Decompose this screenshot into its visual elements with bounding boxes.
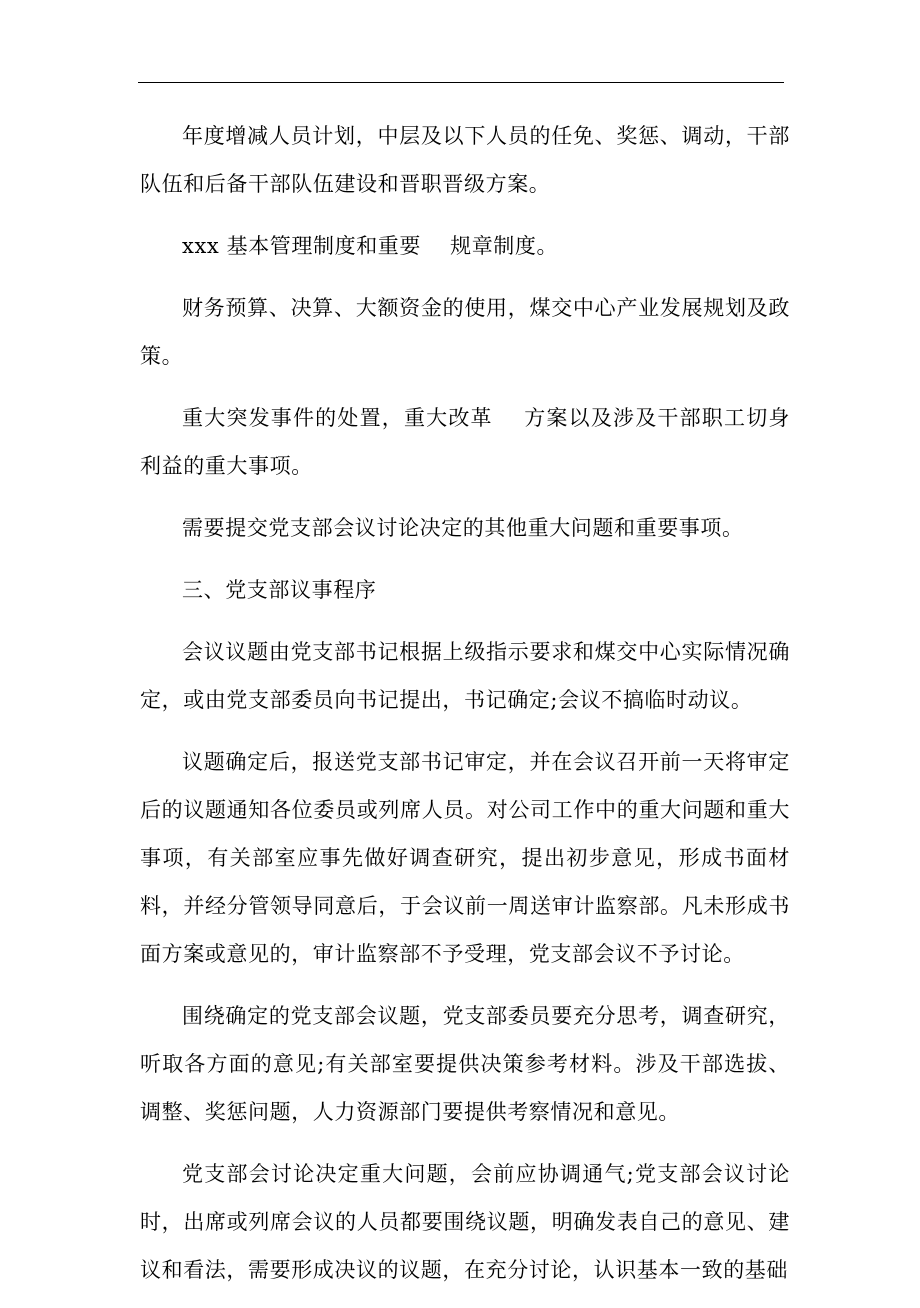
- paragraph-8: 议题确定后，报送党支部书记审定，并在会议召开前一天将审定后的议题通知各位委员或列席人员。对公司工作中的重大问题和重大事项，有关部室应事先做好调查研究，提出初步意见，形成书面材料，并经分管领导同意后，于会议前一周送审计监察部。凡未形成书面方案或意见的，审计监察部不予受理，党支部会议不予讨论。: [140, 750, 790, 966]
- header-rule: [138, 82, 784, 83]
- paragraph-3: 财务预算、决算、大额资金的使用，煤交中心产业发展规划及政策。: [140, 296, 790, 368]
- paragraph-1: 年度增减人员计划，中层及以下人员的任免、奖惩、调动，干部队伍和后备干部队伍建设和晋职晋级方案。: [140, 124, 790, 196]
- paragraph-7: 会议议题由党支部书记根据上级指示要求和煤交中心实际情况确定，或由党支部委员向书记提出，书记确定;会议不搞临时动议。: [140, 640, 790, 712]
- paragraph-4: 重大突发事件的处置，重大改革 方案以及涉及干部职工切身利益的重大事项。: [140, 406, 790, 478]
- section-heading: 三、党支部议事程序: [182, 578, 377, 602]
- paragraph-9: 围绕确定的党支部会议题，党支部委员要充分思考，调查研究，听取各方面的意见;有关部室要提供决策参考材料。涉及干部选拔、调整、奖惩问题，人力资源部门要提供考察情况和意见。: [140, 1004, 790, 1124]
- paragraph-2: xxx 基本管理制度和重要 规章制度。: [182, 234, 559, 258]
- paragraph-10: 党支部会讨论决定重大问题，会前应协调通气;党支部会议讨论时，出席或列席会议的人员都要围绕议题，明确发表自己的意见、建议和看法，需要形成决议的议题，在充分讨论，认识基本一致的基础: [140, 1162, 790, 1282]
- paragraph-5: 需要提交党支部会议讨论决定的其他重大问题和重要事项。: [182, 516, 744, 540]
- document-body: [140, 112, 790, 1308]
